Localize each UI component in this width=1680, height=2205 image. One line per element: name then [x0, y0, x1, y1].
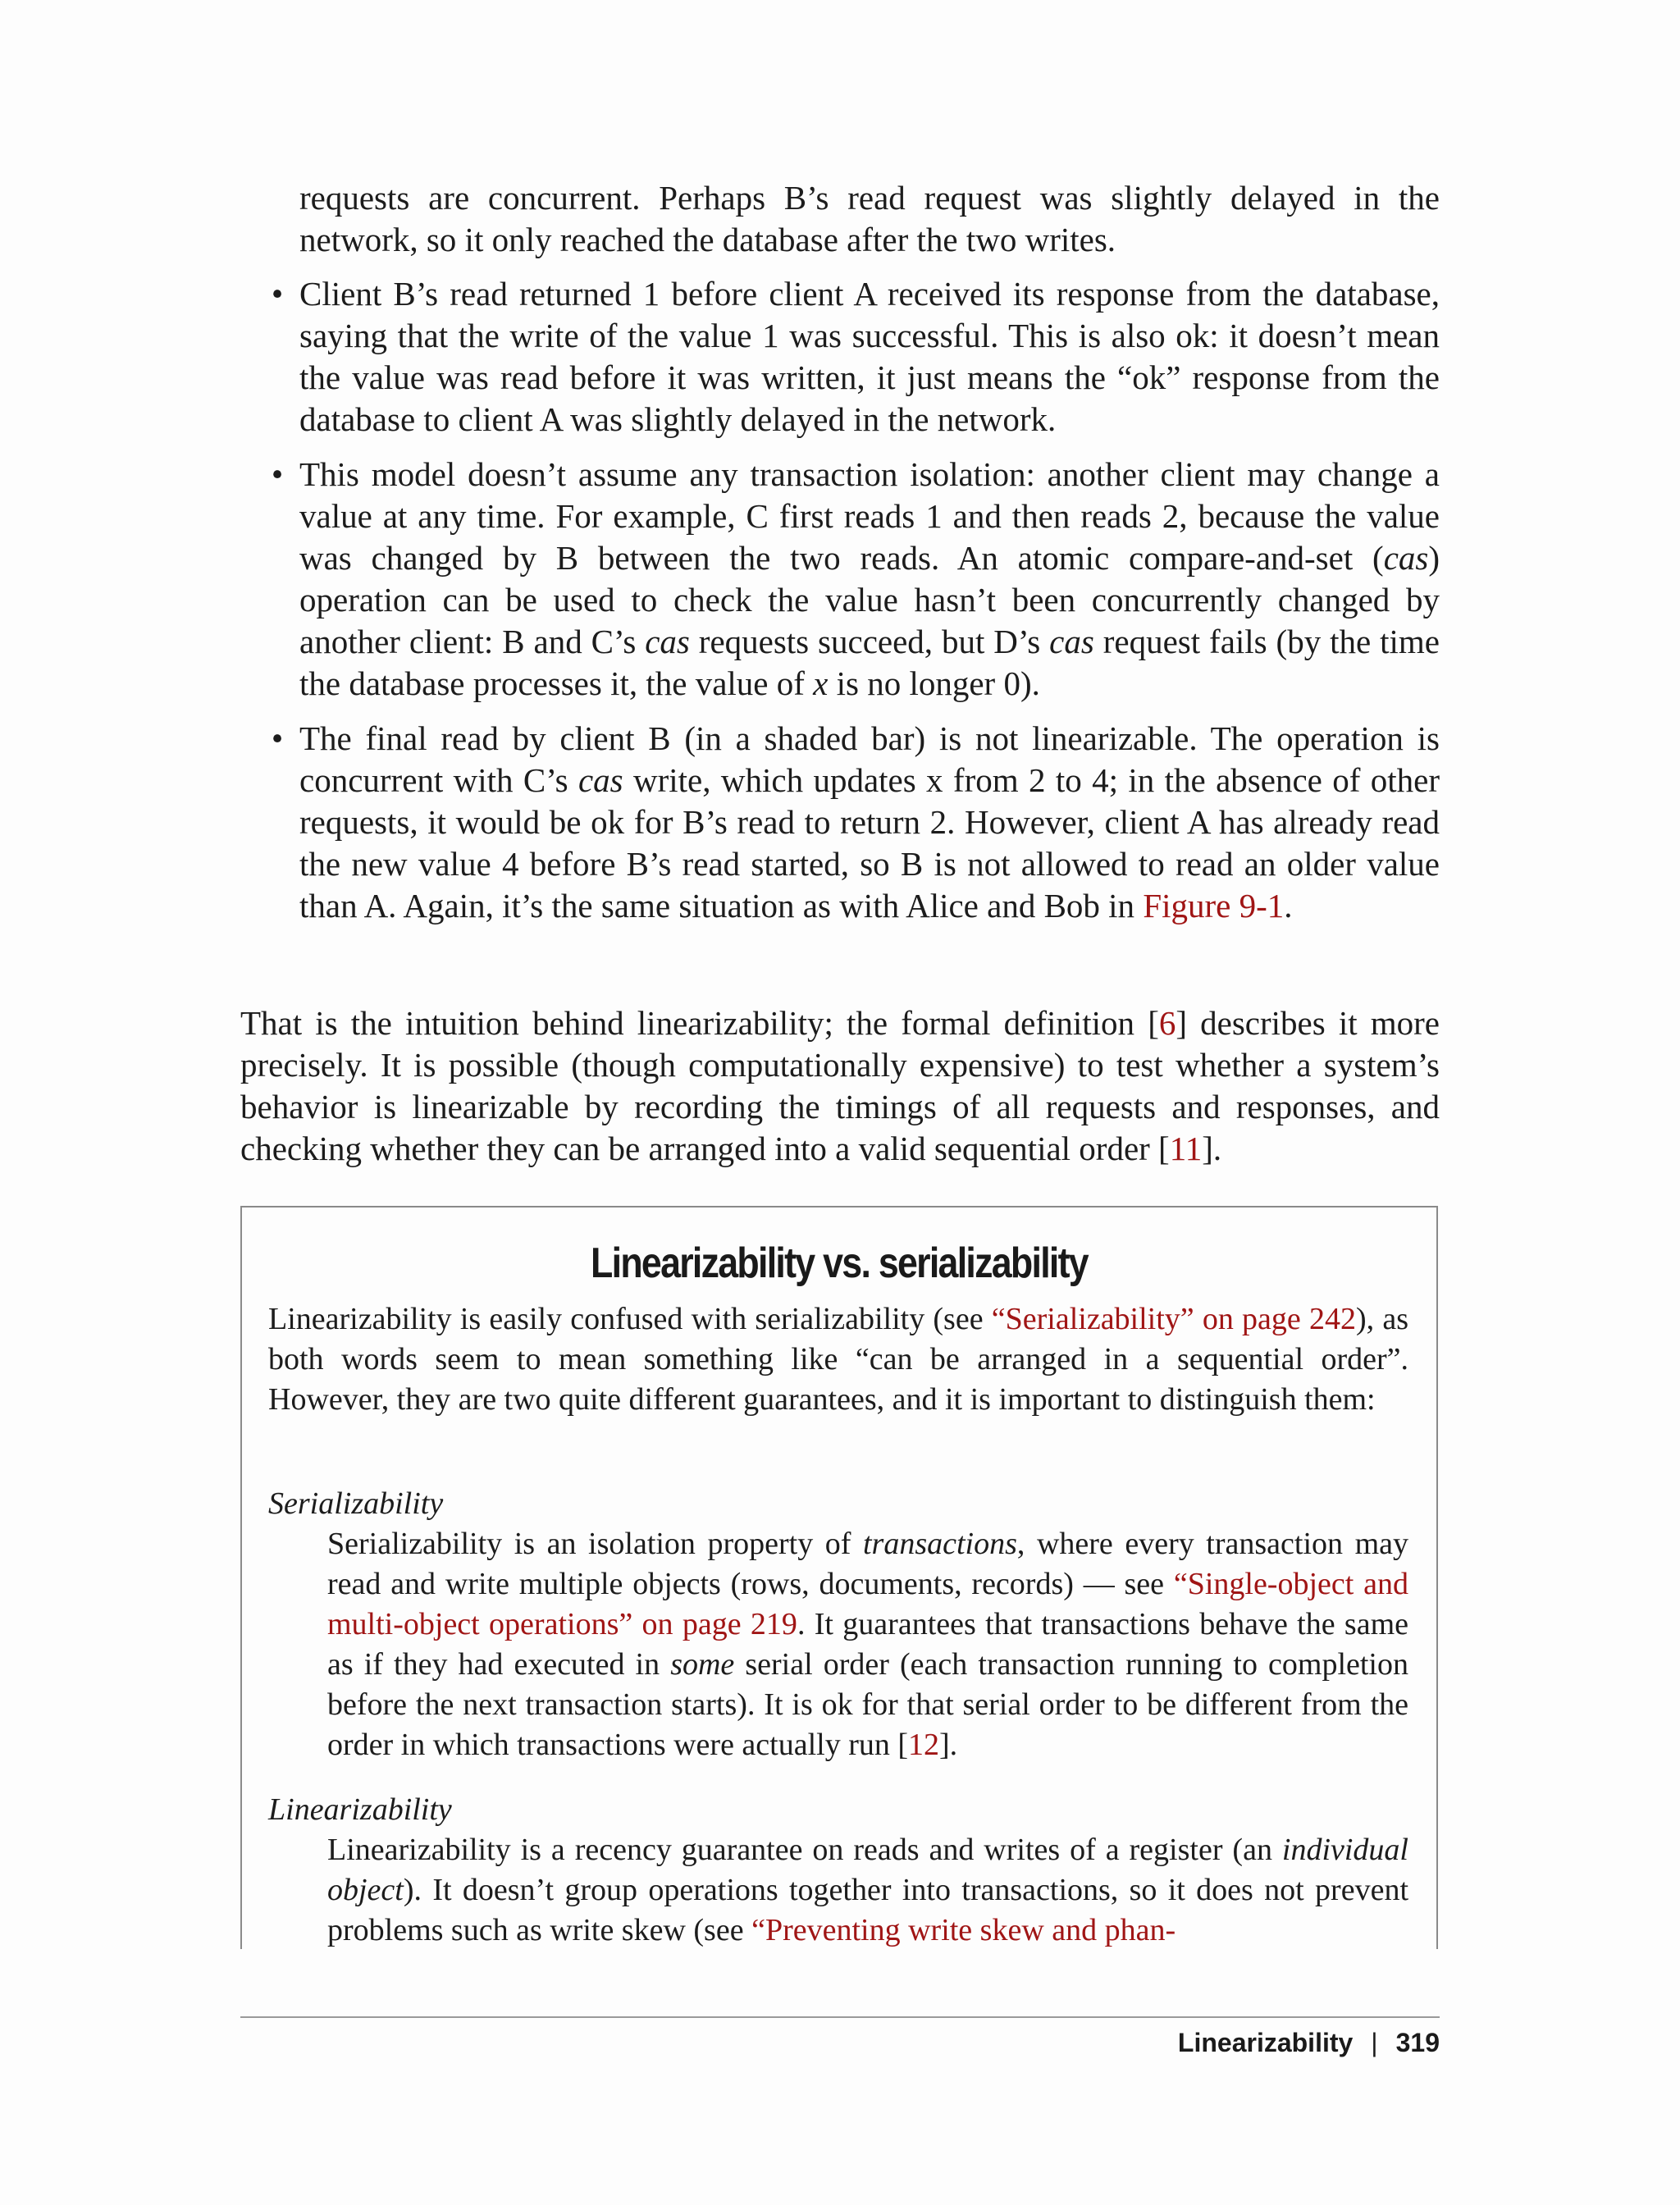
bullet-text: .: [1284, 887, 1293, 924]
paragraph-text: ].: [1202, 1130, 1222, 1167]
definition-text: ].: [939, 1728, 958, 1762]
page-footer: [1178, 2028, 1440, 2058]
bullet-emphasis: x: [813, 664, 829, 702]
footer-separator: |: [1371, 2028, 1378, 2057]
bullet-text: The final read by client B (in a shaded bar) is not linearizable. The operation is concurrent with C’s: [299, 719, 1440, 799]
list-item: [271, 454, 1440, 705]
definition-text: . It guarantees that transactions behave the same as if they had executed in: [327, 1607, 1408, 1682]
citation-link[interactable]: 6: [1158, 1004, 1176, 1042]
bullet-text: is no longer 0).: [828, 664, 1040, 702]
bullet-icon: •: [271, 719, 284, 757]
bullet-text: write, which updates x from 2 to 4; in the absence of other requests, it would be ok for B’s read to return 2. However, client A has already read the new value 4 before B’s read started, so B is not allowed to read an older value than A. Again, it’s the same situation as with Alice and Bob in: [299, 761, 1440, 924]
figure-link[interactable]: Figure 9-1: [1143, 887, 1285, 924]
definition-text: Serializability is an isolation property of: [327, 1527, 863, 1561]
bullet-emphasis: cas: [1383, 539, 1429, 577]
definition-emphasis: some: [670, 1647, 735, 1682]
page-number: 319: [1395, 2028, 1440, 2057]
sidebar-title: Linearizability vs. serializability: [591, 1239, 1088, 1287]
bullet-text: This model doesn’t assume any transaction isolation: another client may change a value at any time. For example, C first reads 1 and then reads 2, because the value was changed by B between the two reads. An atomic compare-and-set (: [299, 455, 1440, 577]
definition-text: Linearizability is a recency guarantee on reads and writes of a register (an: [327, 1833, 1282, 1867]
bullet-text: request fails (by the time the database processes it, the value of: [299, 623, 1440, 702]
section-link[interactable]: “Preventing write skew and phan-: [751, 1913, 1176, 1947]
footer-section-title: Linearizability: [1177, 2028, 1354, 2057]
citation-link[interactable]: 12: [908, 1728, 940, 1762]
list-item: [271, 273, 1440, 441]
bullet-text: Client B’s read returned 1 before client A received its response from the database, saying that the write of the value 1 was successful. This is also ok: it doesn’t mean the value was read before it was written, it just means the “ok” response from the database to client A was slightly delayed in the network.: [299, 275, 1440, 438]
footer-divider: [240, 2016, 1440, 2018]
sidebar-box: [240, 1206, 1438, 1949]
paragraph-text: ] describes it more precisely. It is possible (though computationally expensive) to test whether a system’s behavior is linearizable by recording the timings of all requests and responses, and checking whether they can be arranged into a valid sequential order [: [240, 1004, 1440, 1167]
sidebar-intro: [268, 1299, 1408, 1420]
bullet-text: ) operation can be used to check the value hasn’t been concurrently changed by another client: B and C’s: [299, 539, 1440, 660]
continued-paragraph: [299, 177, 1440, 261]
bullet-emphasis: cas: [645, 623, 690, 660]
bullet-icon: •: [271, 455, 284, 493]
definition-emphasis: individual object: [327, 1833, 1408, 1907]
bullet-icon: •: [271, 275, 284, 313]
term-linearizability: Linearizability: [268, 1792, 452, 1827]
section-link[interactable]: “Serializability” on page 242: [991, 1302, 1356, 1336]
bullet-emphasis: cas: [578, 761, 623, 799]
definition-serializability: [327, 1524, 1408, 1765]
linearizability-paragraph: [240, 1002, 1440, 1170]
definition-linearizability: [327, 1830, 1408, 1951]
bullet-text: requests succeed, but D’s: [689, 623, 1050, 660]
term-serializability: Serializability: [268, 1486, 444, 1521]
definition-text: ). It doesn’t group operations together into transactions, so it does not prevent problems such as write skew (see: [327, 1873, 1408, 1947]
definition-emphasis: transactions: [863, 1527, 1017, 1561]
citation-link[interactable]: 11: [1169, 1130, 1203, 1167]
bullet-list: [271, 273, 1440, 940]
sidebar-text: Linearizability is easily confused with serializability (see: [268, 1302, 992, 1336]
bullet-emphasis: cas: [1049, 623, 1094, 660]
paragraph-text: That is the intuition behind linearizability; the formal definition [: [240, 1004, 1159, 1042]
continued-paragraph-text: requests are concurrent. Perhaps B’s read request was slightly delayed in the network, so it only reached the database after the two writes.: [299, 179, 1440, 258]
list-item: [271, 718, 1440, 927]
section-link[interactable]: “Single-object and multi-object operations” on page 219: [327, 1567, 1408, 1641]
sidebar-text: ), as both words seem to mean something like “can be arranged in a sequential order”. However, they are two quite different guarantees, and it is important to distinguish them:: [268, 1302, 1408, 1417]
definition-text: serial order (each transaction running to completion before the next transaction starts). It is ok for that serial order to be different from the order in which transactions were actually run [: [327, 1647, 1408, 1762]
definition-text: , where every transaction may read and write multiple objects (rows, documents, records) — see: [327, 1527, 1408, 1601]
